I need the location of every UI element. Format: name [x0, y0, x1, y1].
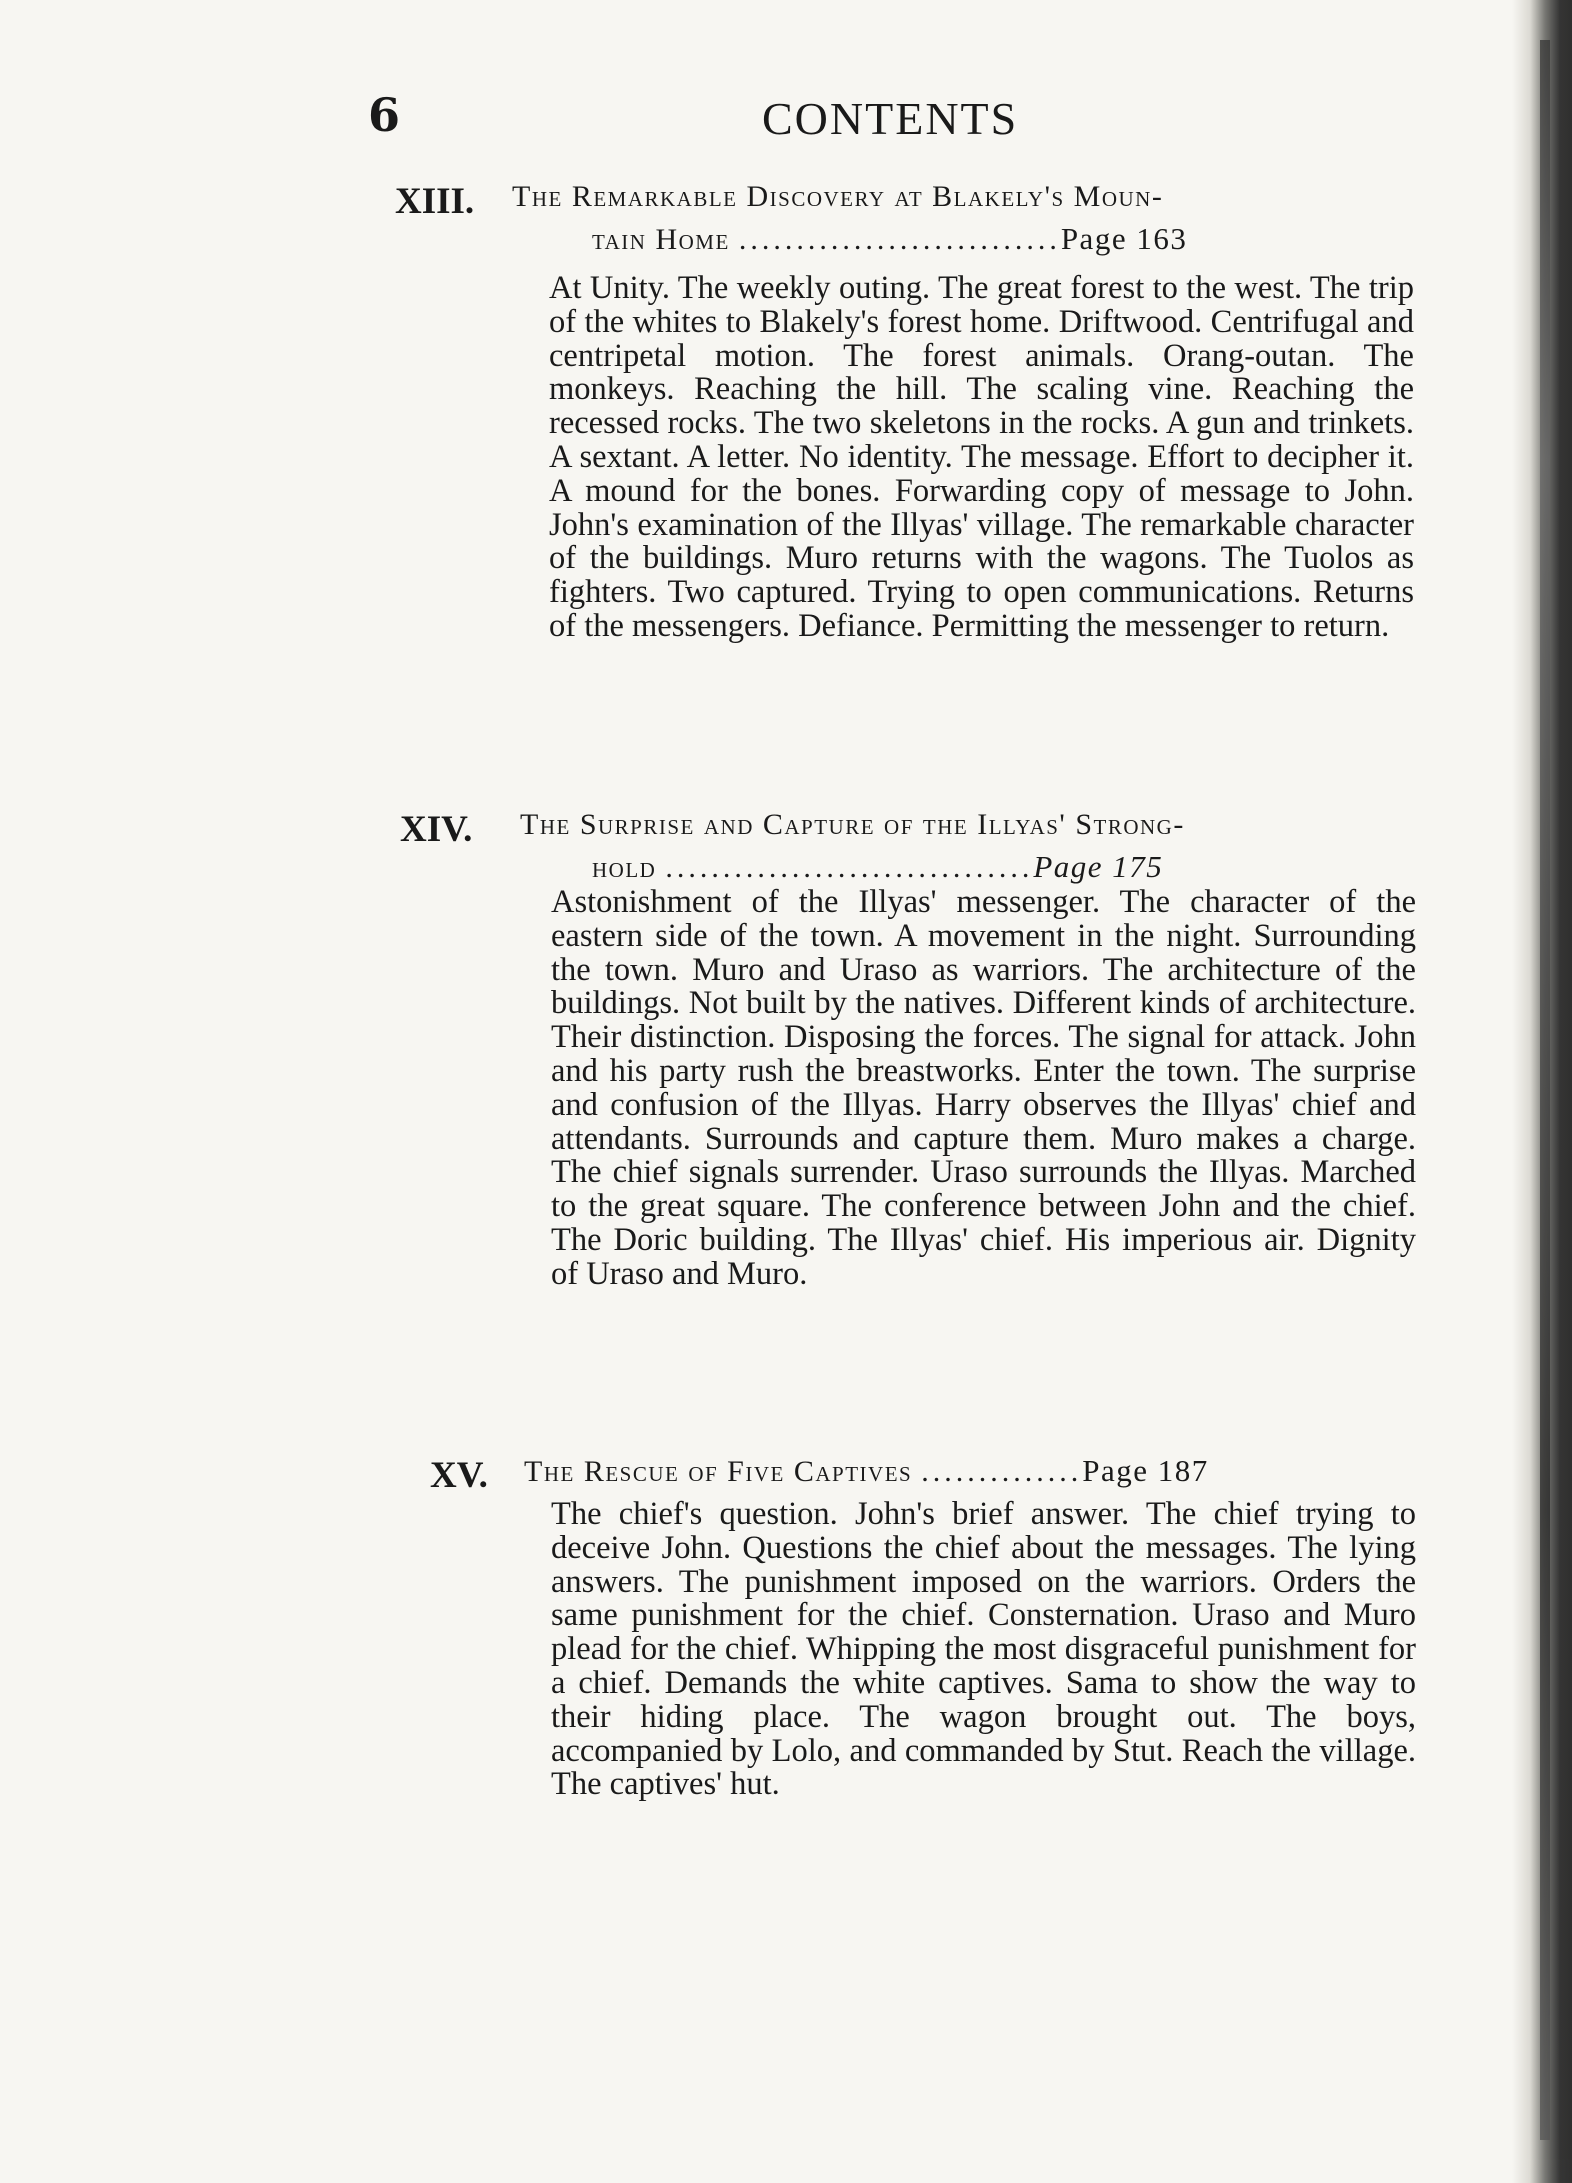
page-reference: Page 163: [1060, 221, 1188, 256]
chapter-title-continuation: hold: [592, 851, 657, 884]
page-reference: Page 187: [1082, 1453, 1209, 1488]
dot-leader: ............................: [738, 223, 1061, 256]
page-header: [0, 88, 1572, 158]
chapter-title-line-1: The Remarkable Discovery at Blakely's Moun-: [512, 180, 1164, 213]
chapter-summary: Astonishment of the Illyas' messenger. The character of the eastern side of the town. A movement in the night. Surrounding the town. Muro and Uraso as warriors. The architecture of the buildings. Not built by the natives. Different kinds of architecture. Their distinction. Disposing the forces. The signal for attack. John and his party rush the breastworks. Enter the town. The surprise and confusion of the Illyas. Harry observes the Illyas' chief and attendants. Surrounds and capture them. Muro makes a charge. The chief signals surrender. Uraso surrounds the Illyas. Marched to the great square. The conference between John and the chief. The Doric building. The Illyas' chief. His imperious air. Dignity of Uraso and Muro.: [551, 884, 1416, 1292]
dot-leader: ................................: [665, 851, 1034, 884]
chapter-title: [520, 804, 1390, 889]
chapter-number: XIV.: [400, 809, 473, 850]
dot-leader: ..............: [921, 1455, 1083, 1488]
chapter-summary: At Unity. The weekly outing. The great forest to the west. The trip of the whites to Blakely's forest home. Driftwood. Centrifugal and centripetal motion. The forest animals. Orang-outan. The monkeys. Reaching the hill. The scaling vine. Reaching the recessed rocks. The two skeletons in the rocks. A gun and trinkets. A sextant. A letter. No identity. The message. Effort to decipher it. A mound for the bones. Forwarding copy of message to John. John's examination of the Illyas' village. The remarkable character of the buildings. Muro returns with the wagons. The Tuolos as fighters. Two captured. Trying to open communications. Returns of the messengers. Defiance. Permitting the messenger to return.: [549, 270, 1414, 644]
chapter-title-text: The Rescue of Five Captives: [524, 1455, 913, 1488]
chapter-title-line-1: [524, 1450, 1394, 1493]
chapter-title-line-1: The Surprise and Capture of the Illyas' Strong-: [520, 808, 1185, 841]
page-reference: Page 175: [1033, 849, 1164, 884]
chapter-summary: The chief's question. John's brief answer. The chief trying to deceive John. Questions the chief about the messages. The lying answers. The punishment imposed on the warriors. Orders the same punishment for the chief. Consternation. Uraso and Muro plead for the chief. Whipping the most disgraceful punishment for a chief. Demands the white captives. Sama to show the way to their hiding place. The wagon brought out. The boys, accompanied by Lolo, and commanded by Stut. Reach the village. The captives' hut.: [551, 1496, 1416, 1803]
chapter-title-line-2: [520, 846, 1390, 889]
chapter-number: XV.: [430, 1455, 488, 1496]
running-title: CONTENTS: [762, 93, 1019, 144]
chapter-title: [512, 176, 1382, 261]
chapter-title-continuation: tain Home: [592, 223, 730, 256]
binding-shadow: [1540, 40, 1550, 2140]
page-number: 6: [368, 88, 401, 142]
binding-edge: [1512, 0, 1572, 2183]
chapter-number: XIII.: [395, 181, 475, 222]
chapter-title: [524, 1450, 1394, 1493]
chapter-title-line-2: [512, 218, 1382, 261]
